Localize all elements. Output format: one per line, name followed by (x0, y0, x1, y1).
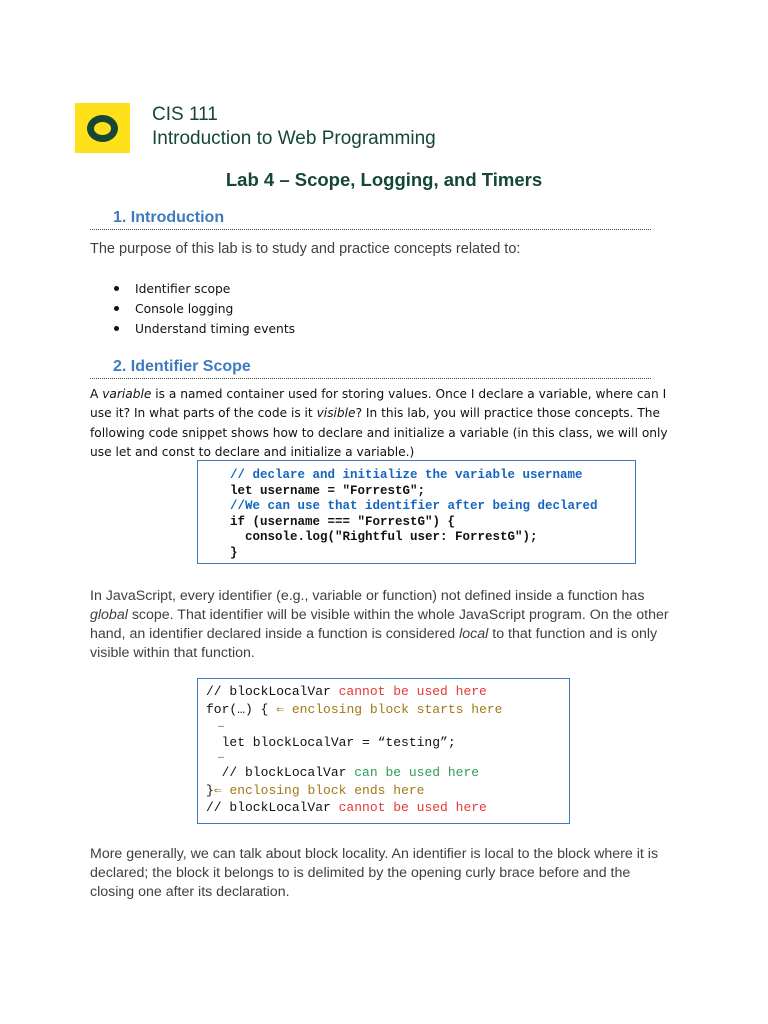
variable-paragraph: A variable is a named container used for storing values. Once I declare a variable, where can I use it? In what parts of the code is it visible? In this lab, you will practice those concepts. The following code snippet shows how to declare and initialize a variable (in this class, we will only use let and const to declare and initialize a variable.) (90, 387, 668, 459)
code-line: console.log("Rightful user: ForrestG"); (230, 530, 538, 544)
course-title: Introduction to Web Programming (152, 128, 436, 149)
bullet-icon (114, 326, 119, 331)
section-heading-identifier-scope: 2. Identifier Scope (113, 358, 251, 375)
concept-list (114, 279, 295, 339)
code-line: // declare and initialize the variable username (230, 468, 583, 482)
section-divider (90, 229, 651, 230)
code-snippet-block-scope (197, 678, 570, 824)
section-heading-introduction: 1. Introduction (113, 209, 225, 226)
code-line: } (230, 545, 238, 560)
bullet-icon (114, 286, 119, 291)
code-line: … (206, 720, 225, 731)
code-line: // blockLocalVar cannot be used here (206, 800, 487, 815)
logo-o-icon (87, 115, 118, 142)
code-line: for(…) { ⇐ enclosing block starts here (206, 702, 503, 717)
code-line: … (206, 751, 225, 762)
code-line: let blockLocalVar = “testing”; (206, 735, 456, 750)
course-code: CIS 111 (152, 104, 218, 125)
intro-paragraph: The purpose of this lab is to study and practice concepts related to: (90, 241, 521, 257)
list-item: Understand timing events (114, 319, 295, 339)
global-scope-paragraph: In JavaScript, every identifier (e.g., variable or function) not defined inside a function has global scope. That identifier will be visible within the whole JavaScript program. On the other hand, an identifier declared inside a function is considered local to that function and is only visible within that function. (90, 588, 669, 661)
code-line: }⇐ enclosing block ends here (206, 783, 425, 798)
code-line: let username = "ForrestG"; (230, 483, 426, 498)
university-logo (75, 103, 130, 153)
bullet-icon (114, 306, 119, 311)
code-snippet-declaration (197, 460, 636, 564)
code-line: // blockLocalVar cannot be used here (206, 684, 487, 699)
list-item: Identifier scope (114, 279, 295, 299)
section-divider (90, 378, 651, 379)
code-line: //We can use that identifier after being declared (230, 499, 598, 513)
lab-title: Lab 4 – Scope, Logging, and Timers (225, 169, 543, 190)
list-item: Console logging (114, 299, 295, 319)
block-locality-paragraph: More generally, we can talk about block locality. An identifier is local to the block where it is declared; the block it belongs to is delimited by the opening curly brace before and the closing one after its declaration. (90, 846, 659, 900)
code-line: // blockLocalVar can be used here (206, 765, 480, 780)
code-line: if (username === "ForrestG") { (230, 514, 456, 529)
